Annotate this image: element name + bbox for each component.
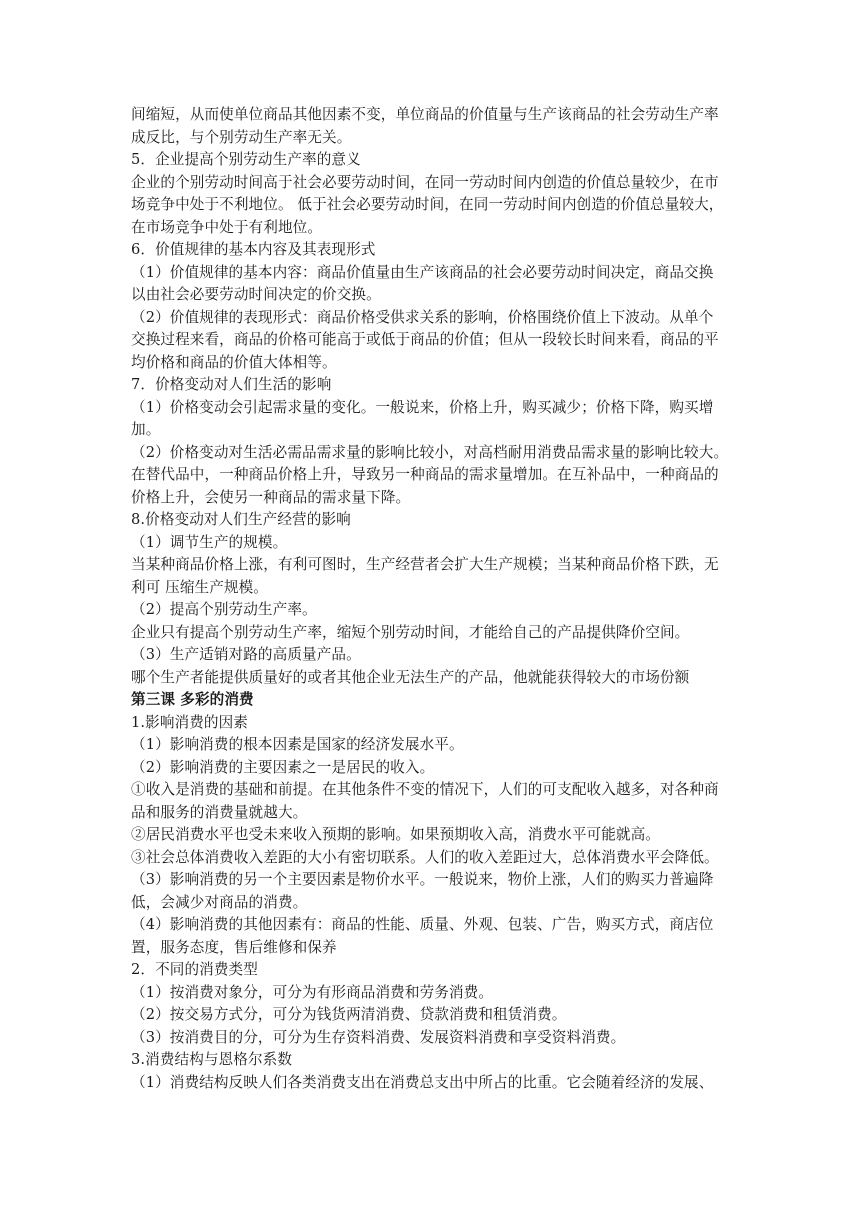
text-line: （3）影响消费的另一个主要因素是物价水平。一般说来，物价上涨，人们的购买力普遍降 [131, 871, 714, 888]
text-line: 5．企业提高个别劳动生产率的意义 [131, 151, 361, 168]
text-line: 场竞争中处于不利地位。 低于社会必要劳动时间，在同一劳动时间内创造的价值总量较大， [131, 196, 724, 213]
text-line: （1）价值规律的基本内容：商品价值量由生产该商品的社会必要劳动时间决定，商品交换 [131, 263, 714, 281]
text-line: 6．价值规律的基本内容及其表现形式 [131, 241, 376, 258]
text-line: （1）价格变动会引起需求量的变化。一般说来，价格上升，购买减少；价格下降，购买增 [131, 398, 714, 416]
text-line: 当某种商品价格上涨，有利可图时，生产经营者会扩大生产规模；当某种商品价格下跌，无 [131, 556, 719, 573]
text-line: 置，服务态度，售后维修和保养 [131, 938, 337, 956]
text-line: 利可 压缩生产规模。 [131, 578, 268, 596]
text-line: 企业的个别劳动时间高于社会必要劳动时间，在同一劳动时间内创造的价值总量较少，在市 [131, 173, 719, 191]
text-line: 8.价格变动对人们生产经营的影响 [131, 511, 351, 528]
text-line: 企业只有提高个别劳动生产率，缩短个别劳动时间，才能给自己的产品提供降价空间。 [131, 623, 690, 641]
text-line: （1）消费结构反映人们各类消费支出在消费总支出中所占的比重。它会随着经济的发展、 [131, 1073, 714, 1091]
text-line: ①收入是消费的基础和前提。在其他条件不变的情况下，人们的可支配收入越多，对各种商 [131, 781, 719, 798]
text-line: 3.消费结构与恩格尔系数 [131, 1051, 293, 1068]
text-line: （2）影响消费的主要因素之一是居民的收入。 [131, 758, 435, 776]
text-line: 成反比，与个别劳动生产率无关。 [131, 128, 352, 146]
text-line: （2）价格变动对生活必需品需求量的影响比较小，对高档耐用消费品需求量的影响比较大。 [131, 443, 729, 461]
text-line: 在市场竞争中处于有利地位。 [131, 218, 323, 236]
text-line: （1）影响消费的根本因素是国家的经济发展水平。 [131, 736, 464, 753]
text-line: 哪个生产者能提供质量好的或者其他企业无法生产的产品，他就能获得较大的市场份额 [131, 668, 690, 686]
text-line: 7．价格变动对人们生活的影响 [131, 376, 332, 393]
text-line: 加。 [131, 421, 161, 438]
text-line: （2）价值规律的表现形式：商品价格受供求关系的影响，价格围绕价值上下波动。从单个 [131, 308, 714, 326]
document-page [131, 104, 735, 1094]
text-line: 品和服务的消费量就越大。 [131, 803, 308, 821]
text-line: （4）影响消费的其他因素有：商品的性能、质量、外观、包装、广告，购买方式，商店位 [131, 916, 714, 933]
text-line: ③社会总体消费收入差距的大小有密切联系。人们的收入差距过大，总体消费水平会降低。 [131, 848, 719, 866]
text-line: （2）按交易方式分，可分为钱货两清消费、贷款消费和租赁消费。 [131, 1006, 567, 1023]
text-line: 1.影响消费的因素 [131, 713, 248, 731]
text-line: 均价格和商品的价值大体相等。 [131, 353, 337, 371]
text-line: （3）按消费目的分，可分为生存资料消费、发展资料消费和享受资料消费。 [131, 1028, 626, 1046]
text-line: （1）调节生产的规模。 [131, 533, 288, 551]
text-line: 在替代品中，一种商品价格上升，导致另一种商品的需求量增加。在互补品中，一种商品的 [131, 466, 719, 483]
text-line: 交换过程来看，商品的价格可能高于或低于商品的价值；但从一段较长时间来看，商品的平 [131, 331, 719, 348]
section-heading: 第三课 多彩的消费 [131, 691, 254, 708]
text-line: ②居民消费水平也受未来收入预期的影响。如果预期收入高，消费水平可能就高。 [131, 826, 660, 843]
text-line: 价格上升，会使另一种商品的需求量下降。 [131, 488, 411, 506]
text-line: 间缩短，从而使单位商品其他因素不变，单位商品的价值量与生产该商品的社会劳动生产率 [131, 106, 719, 123]
text-line: （3）生产适销对路的高质量产品。 [131, 646, 361, 663]
text-line: 以由社会必要劳动时间决定的价交换。 [131, 286, 381, 303]
text-line: （2）提高个别劳动生产率。 [131, 601, 317, 618]
text-line: 2．不同的消费类型 [131, 961, 258, 978]
text-line: （1）按消费对象分，可分为有形商品消费和劳务消费。 [131, 983, 494, 1001]
text-line: 低，会减少对商品的消费。 [131, 893, 308, 911]
